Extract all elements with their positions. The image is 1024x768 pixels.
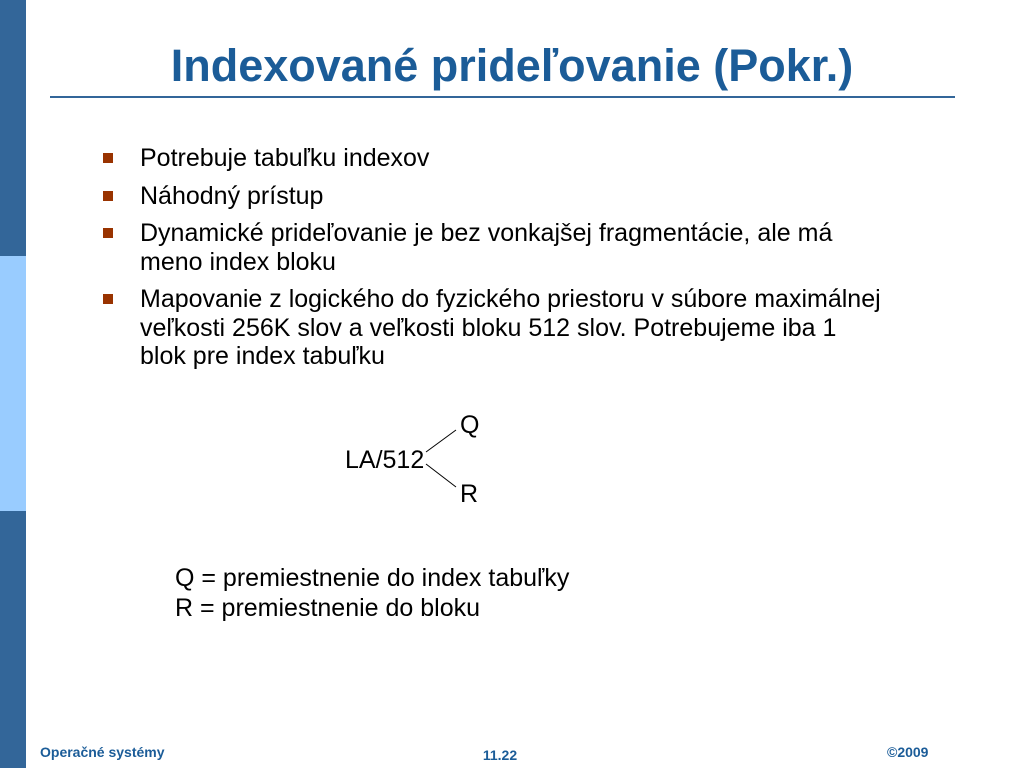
- bullet-text-line: veľkosti 256K slov a veľkosti bloku 512 slov. Potrebujeme iba 1: [140, 313, 837, 342]
- diagram-connectors: [420, 420, 465, 495]
- legend-line-remainder: R = premiestnenie do bloku: [175, 594, 481, 622]
- footer-copyright: ©2009: [887, 744, 929, 760]
- bullet-item: [103, 182, 983, 211]
- bullet-text-line: meno index bloku: [140, 247, 336, 276]
- accent-bar-middle-segment: [0, 256, 26, 511]
- bullet-marker: [103, 294, 113, 304]
- bullet-marker: [103, 228, 113, 238]
- slide-title: Indexované prideľovanie (Pokr.): [170, 40, 854, 91]
- diagram-remainder-label: R: [460, 480, 479, 508]
- bullet-text-line: blok pre index tabuľku: [140, 342, 385, 370]
- left-accent-bar: [0, 0, 26, 768]
- accent-bar-bottom-segment: [0, 511, 26, 768]
- legend-line-quotient: Q = premiestnenie do index tabuľky: [175, 564, 570, 592]
- footer-course-name: Operačné systémy: [40, 744, 165, 760]
- connector-line-remainder: [426, 464, 456, 487]
- bullet-text-line: Náhodný prístup: [140, 181, 324, 210]
- bullet-marker: [103, 191, 113, 201]
- footer-page-number: 11.22: [482, 747, 518, 763]
- bullet-text-line: Potrebuje tabuľku indexov: [140, 144, 430, 172]
- bullet-marker: [103, 153, 113, 163]
- bullet-text-line: Dynamické prideľovanie je bez vonkajšej fragmentácie, ale má: [140, 219, 833, 247]
- bullet-list: [103, 144, 983, 371]
- bullet-text-line: Mapovanie z logického do fyzického priestoru v súbore maximálnej: [140, 285, 881, 313]
- accent-bar-top-segment: [0, 0, 26, 256]
- diagram-legend: [175, 563, 569, 623]
- connector-line-quotient: [426, 430, 456, 452]
- diagram-dividend-label: LA/512: [345, 446, 425, 474]
- bullet-item: [103, 144, 983, 173]
- bullet-item: [103, 219, 983, 276]
- bullet-item: [103, 285, 983, 371]
- title-underline: [50, 96, 955, 98]
- diagram-quotient-label: Q: [460, 411, 480, 439]
